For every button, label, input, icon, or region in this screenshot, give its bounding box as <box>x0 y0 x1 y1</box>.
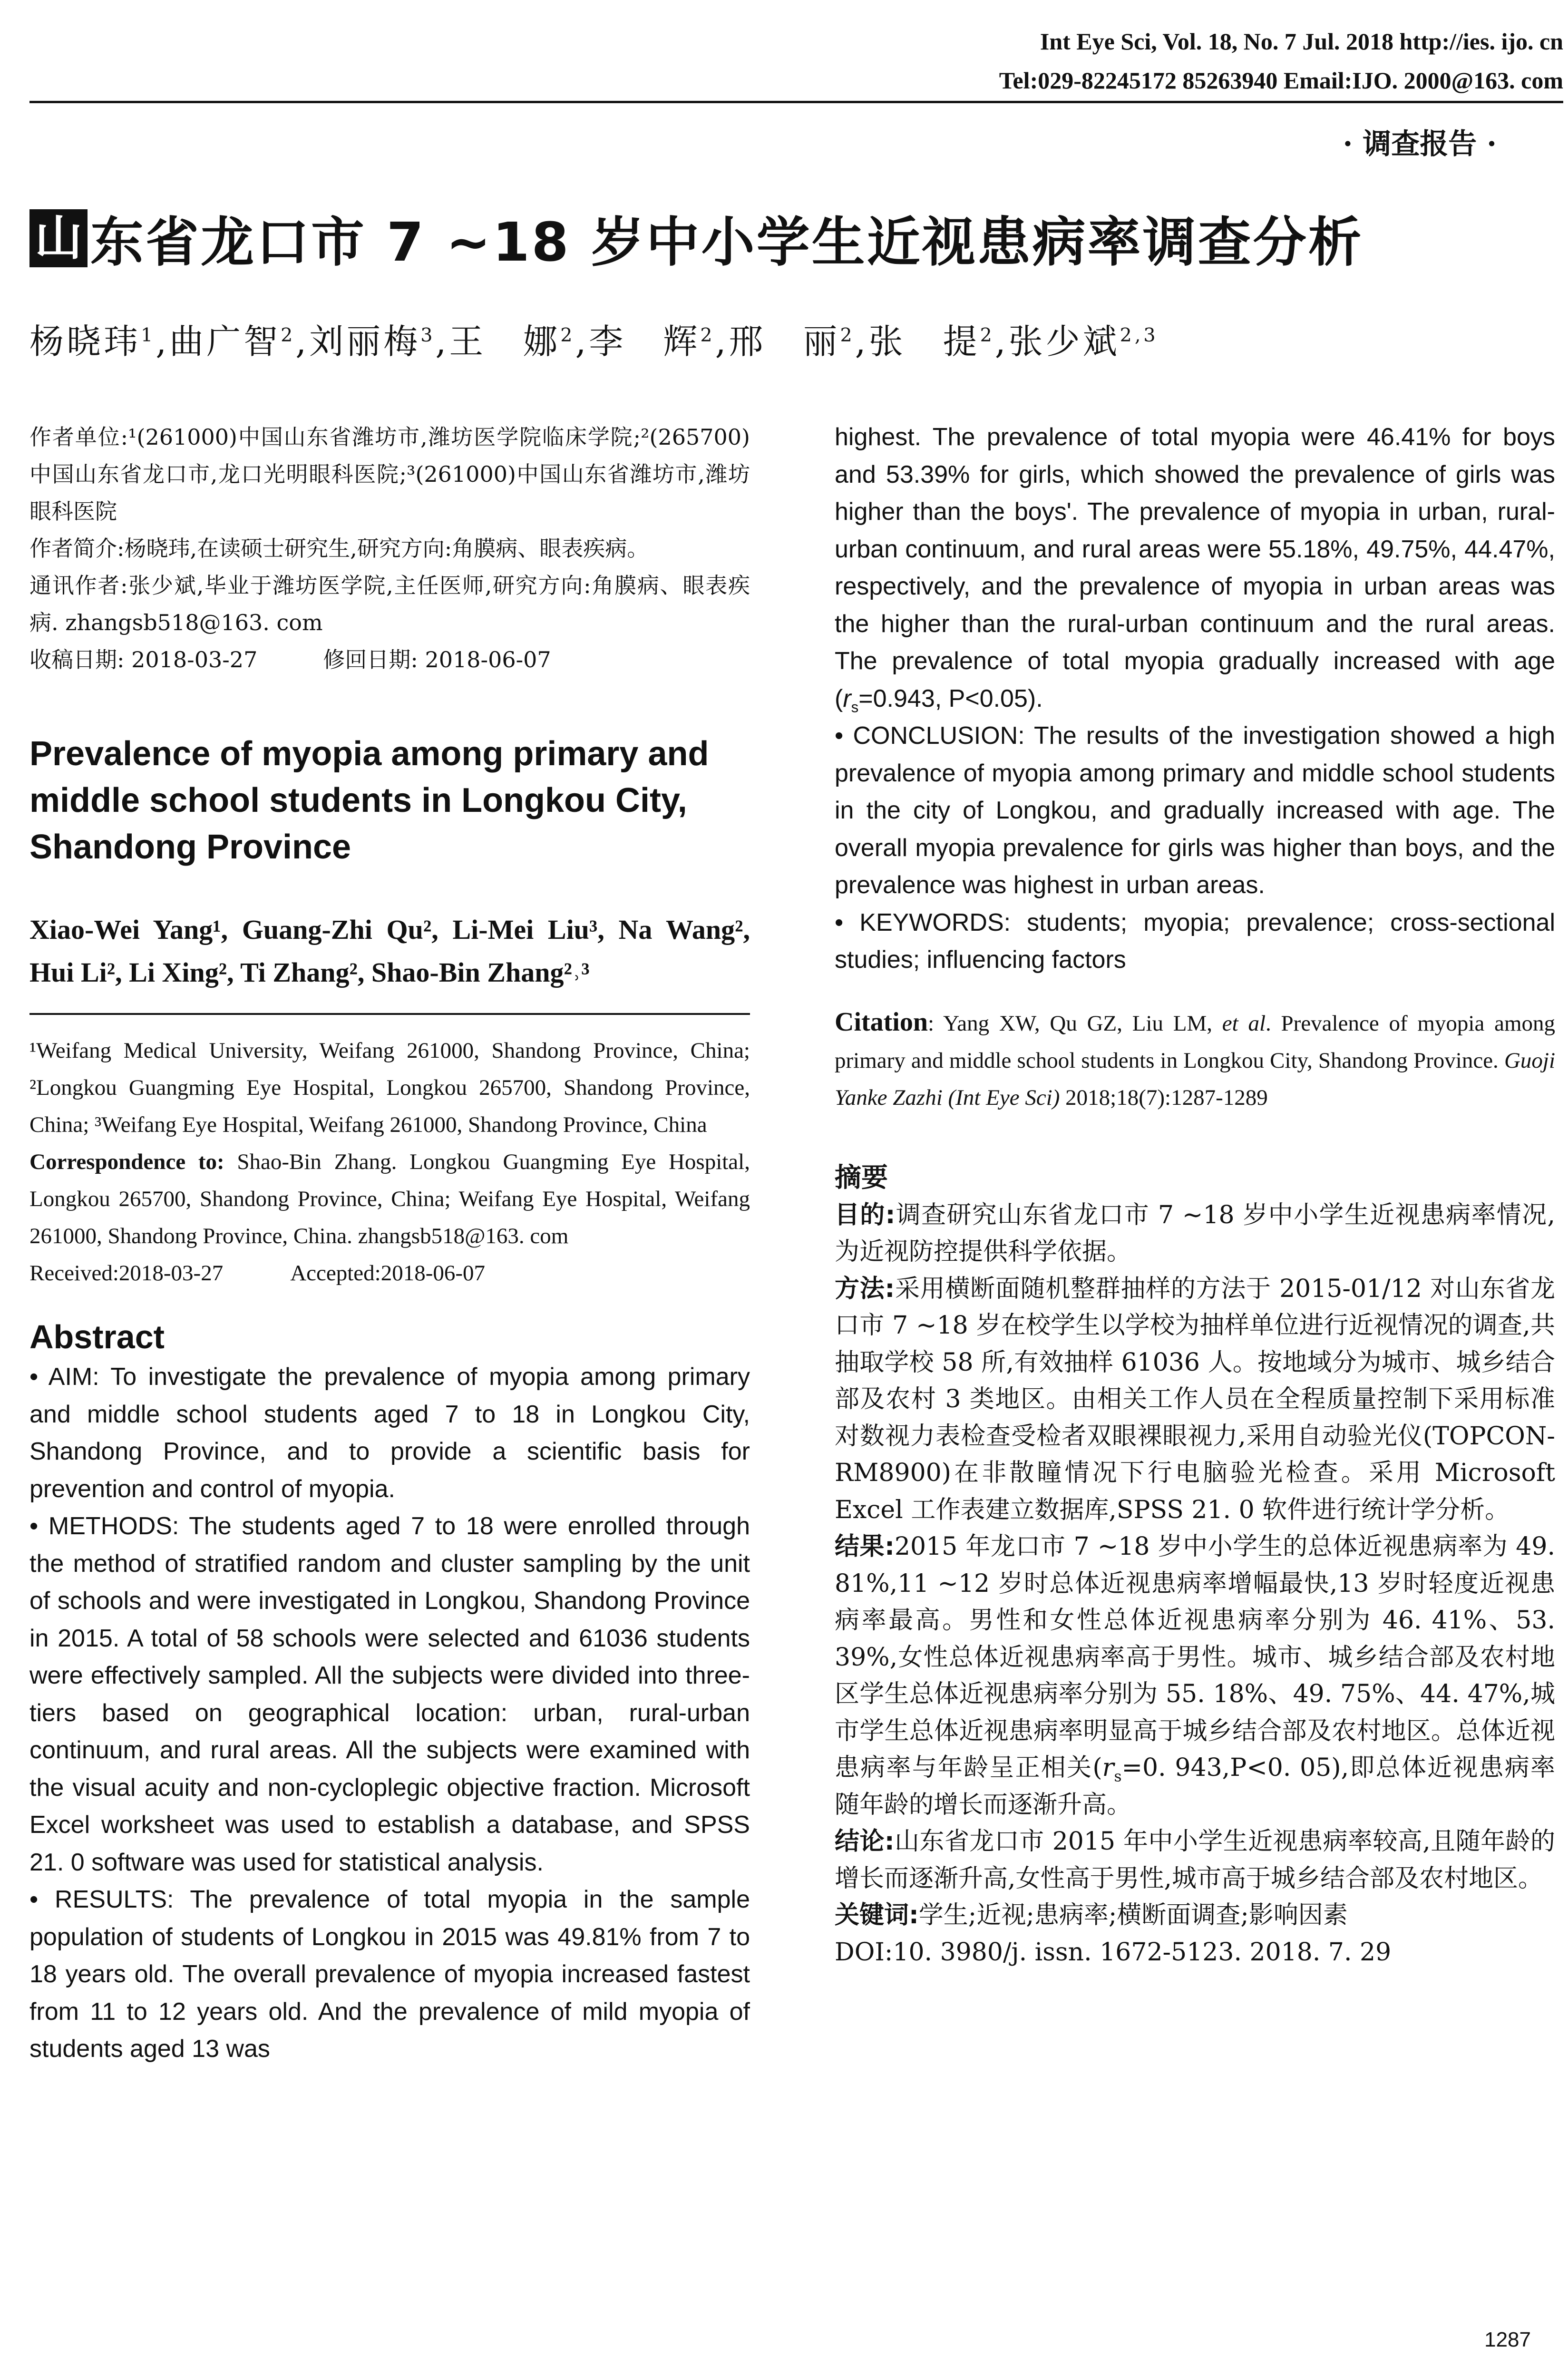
header-rule <box>29 101 1563 103</box>
zhaiyao-heading: 摘要 <box>835 1162 888 1193</box>
citation-etal: et al <box>1222 1011 1266 1036</box>
zhaiyao-keywords <box>835 1897 1555 1934</box>
zhaiyao-results <box>835 1529 1555 1823</box>
doi: DOI:10. 3980/j. issn. 1672-5123. 2018. 7. 29 <box>835 1938 1392 1967</box>
right-column <box>835 419 1555 1971</box>
zhaiyao-results-label: 结果: <box>835 1532 895 1561</box>
stat-symbol: r <box>1102 1754 1114 1782</box>
zhaiyao-aim-text: 调查研究山东省龙口市 7 ~18 岁中小学生近视患病率情况,为近视防控提供科学依据。 <box>835 1200 1555 1266</box>
zhaiyao-methods <box>835 1271 1555 1529</box>
results-stat: =0.943, P<0.05). <box>858 684 1043 712</box>
affiliation-cn-corr: 通讯作者:张少斌,毕业于潍坊医学院,主任医师,研究方向:角膜病、眼表疾病. zhangsb518@163. com <box>29 573 750 635</box>
affiliation-cn-units: 作者单位:¹(261000)中国山东省潍坊市,潍坊医学院临床学院;²(265700)中国山东省龙口市,龙口光明眼科医院;³(261000)中国山东省潍坊市,潍坊眼科医院 <box>29 424 750 524</box>
abstract-body <box>29 1358 750 2068</box>
author-sup: 2,3 <box>1120 324 1159 346</box>
zhaiyao-aim <box>835 1197 1555 1271</box>
author-cn: 杨晓玮 <box>29 321 141 361</box>
zhaiyao-conclusion-text: 山东省龙口市 2015 年中小学生近视患病率较高,且随年龄的增长而逐渐升高,女性高于男性,城市高于城乡结合部及农村地区。 <box>835 1827 1555 1893</box>
zhaiyao-methods-label: 方法: <box>835 1274 895 1303</box>
results-text: highest. The prevalence of total myopia were 46.41% for boys and 53.39% for girls, which showed the prevalence of girls was higher than the boys'. The prevalence of myopia in urban, rural-urban continuum, and rural areas were 55.18%, 49.75%, 44.47%, respectively, and the prevalence of myopia in urban areas was the higher than the rural-urban continuum and the rural areas. The prevalence of total myopia gradually increased with age ( <box>835 423 1555 712</box>
correspondence <box>29 1143 750 1255</box>
correspondence-text: Shao-Bin Zhang. Longkou Guangming Eye Hospital, Longkou 265700, Shandong Province, China; Weifang Eye Hospital, Weifang 261000, Shandong Province, China. zhangsb518@163. com <box>29 1150 750 1248</box>
abstract-aim: • AIM: To investigate the prevalence of myopia among primary and middle school students aged 7 to 18 in Longkou City, Shandong Province, and to provide a scientific basis for prevention and control of myopia. <box>29 1363 750 1503</box>
abstract-body-continued <box>835 419 1555 979</box>
citation-block <box>835 1003 1555 1116</box>
abstract-methods: • METHODS: The students aged 7 to 18 were enrolled through the method of stratified random and cluster sampling by the unit of schools and were investigated in Longkou, Shandong Province in 2015. A total of 58 schools were selected and 61036 students were effectively sampled. All the subjects were divided into three-tiers based on geographical location: urban, rural-urban continuum, and rural areas. All the subjects were examined with the visual acuity and non-cycloplegic objective fraction. Microsoft Excel worksheet was used to establish a database, and SPSS 21. 0 software was used for statistical analysis. <box>29 1512 750 1876</box>
stat-sub: s <box>851 698 859 715</box>
citation <box>835 1003 1555 1116</box>
citation-label: Citation <box>835 1007 928 1037</box>
abstract-results: • RESULTS: The prevalence of total myopia in the sample population of students of Longkou in 2015 was 49.81% from 7 to 18 years old. The overall prevalence of myopia increased fastest from 11 to 12 years old. And the prevalence of mild myopia of students aged 13 was <box>29 1886 750 2063</box>
journal-header-line1: Int Eye Sci, Vol. 18, No. 7 Jul. 2018 http://ies. ijo. cn <box>1040 28 1563 55</box>
author-sup: 2 <box>840 324 855 346</box>
article-title <box>29 200 1363 276</box>
affiliation-en <box>29 1032 750 1292</box>
zhaiyao-keywords-text: 学生;近视;患病率;横断面调查;影响因素 <box>918 1901 1348 1929</box>
zhaiyao-conclusion-label: 结论: <box>835 1827 895 1856</box>
citation-journal: Guoji Yanke Zazhi (Int Eye Sci) <box>835 1048 1555 1110</box>
author-sup: 1 <box>141 324 156 346</box>
stat-sub: s <box>1114 1768 1122 1785</box>
author-sup: 2 <box>700 324 715 346</box>
author-cn: 曲广智 <box>169 321 281 361</box>
author-sup: 2 <box>281 324 296 346</box>
affiliation-en-units: ¹Weifang Medical University, Weifang 261000, Shandong Province, China; ²Longkou Guangming Eye Hospital, Longkou 265700, Shandong Province, China; ³Weifang Eye Hospital, Weifang 261000, Shandong Province, China <box>29 1038 750 1137</box>
zhaiyao-conclusion <box>835 1823 1555 1897</box>
abstract-heading: Abstract <box>29 1318 165 1355</box>
zhaiyao-keywords-label: 关键词: <box>835 1901 919 1929</box>
author-sup: 2 <box>980 324 995 346</box>
english-authors: Xiao-Wei Yang¹, Guang-Zhi Qu², Li-Mei Liu³, Na Wang², Hui Li², Li Xing², Ti Zhang², Shao-Bin Zhang²˒³ <box>29 914 750 988</box>
author-cn: 王 娜 <box>449 321 561 361</box>
stat-symbol: r <box>843 684 851 712</box>
left-column <box>29 419 750 2068</box>
journal-header-line2: Tel:029-82245172 85263940 Email:IJO. 2000@163. com <box>999 67 1563 94</box>
author-cn: 刘丽梅 <box>309 321 421 361</box>
author-cn: 张少斌 <box>1008 321 1120 361</box>
title-first-char: 山 <box>29 209 88 267</box>
zhaiyao-results-text: 2015 年龙口市 7 ~18 岁中小学生的总体近视患病率为 49. 81%,11 ~12 岁时总体近视患病率增幅最快,13 岁时轻度近视患病率最高。男性和女性总体近视患病率分别为 46. 41%、53. 39%,女性总体近视患病率高于男性。城市、城乡结合部及农村地区学生总体近视患病率分别为 55. 18%、49. 75%、44. 47%,城市学生总体近视患病率明显高于城乡结合部及农村地区。总体近视患病率与年龄呈正相关( <box>835 1532 1555 1782</box>
author-cn: 张 提 <box>868 321 980 361</box>
citation-text: 2018;18(7):1287-1289 <box>1060 1085 1268 1110</box>
affiliation-cn <box>29 419 750 678</box>
correspondence-label: Correspondence to: <box>29 1150 224 1174</box>
authors-cn: 杨晓玮$^1$,曲广智$^2$,刘丽梅$^3$,王 娜$^2$,李 辉$^2$,邢 丽$^2$,张 提$^2$,张少斌$^{2,3}$ <box>29 321 1159 361</box>
affiliation-cn-dates: 收稿日期: 2018-03-27 修回日期: 2018-06-07 <box>29 647 551 672</box>
english-title: Prevalence of myopia among primary and middle school students in Longkou City, Shandong Province <box>29 735 709 866</box>
affiliation-cn-bio: 作者简介:杨晓玮,在读硕士研究生,研究方向:角膜病、眼表疾病。 <box>29 536 649 561</box>
title-text: 东省龙口市 7 ~18 岁中小学生近视患病率调查分析 <box>90 212 1363 273</box>
page-number: 1287 <box>1484 2328 1531 2351</box>
author-cn: 邢 丽 <box>729 321 840 361</box>
zhaiyao-results-stat: =0. 943,P<0. 05),即总体近视患病率随年龄的增长而逐渐升高。 <box>835 1754 1555 1819</box>
citation-text: . Prevalence of myopia among primary and middle school students in Longkou City, Shandong Province. <box>835 1011 1555 1073</box>
author-sup: 2 <box>560 324 575 346</box>
section-label: · 调查报告 · <box>1343 127 1497 161</box>
abstract-keywords: • KEYWORDS: students; myopia; prevalence; cross-sectional studies; influencing factors <box>835 908 1555 974</box>
received-accepted-dates: Received:2018-03-27 Accepted:2018-06-07 <box>29 1261 486 1286</box>
zhaiyao-aim-label: 目的: <box>835 1200 896 1229</box>
author-sup: 3 <box>420 324 436 346</box>
zhaiyao-methods-text: 采用横断面随机整群抽样的方法于 2015-01/12 对山东省龙口市 7 ~18 岁在校学生以学校为抽样单位进行近视情况的调查,共抽取学校 58 所,有效抽样 61036 人。按地域分为城市、城乡结合部及农村 3 类地区。由相关工作人员在全程质量控制下采用标准对数视力表检查受检者双眼裸眼视力,采用自动验光仪(TOPCON-RM8900)在非散瞳情况下行电脑验光检查。采用 Microsoft Excel 工作表建立数据库,SPSS 21. 0 软件进行统计学分析。 <box>835 1274 1555 1524</box>
citation-text: : Yang XW, Qu GZ, Liu LM, <box>928 1011 1222 1036</box>
abstract-conclusion: • CONCLUSION: The results of the investigation showed a high prevalence of myopia among primary and middle school students in the city of Longkou, and gradually increased with age. The overall myopia prevalence for girls was higher than boys, and the prevalence was highest in urban areas. <box>835 722 1555 899</box>
author-cn: 李 辉 <box>589 321 701 361</box>
abstract-results-continued <box>835 419 1555 717</box>
zhaiyao-body <box>835 1197 1555 1971</box>
